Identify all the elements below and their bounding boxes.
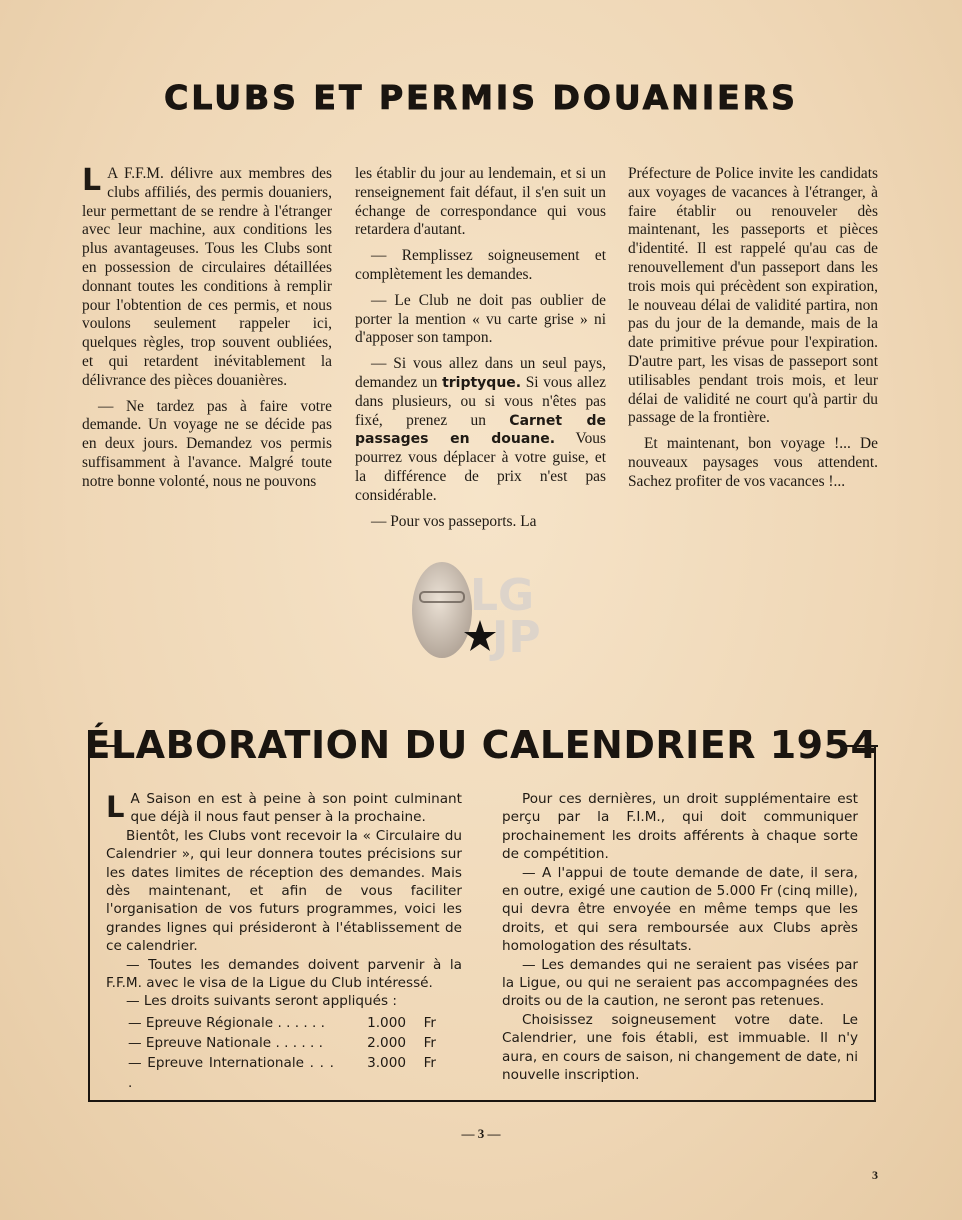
text-run: Vous pourrez vous déplacer à votre guise, et la différence de prix n'est pas considérable.	[355, 430, 606, 504]
article1-column-1	[82, 165, 332, 499]
paragraph: Et maintenant, bon voyage !... De nouveaux paysages vous attendent. Sachez profiter de vos vacances !...	[628, 435, 878, 490]
paragraph: — Les droits suivants seront appliqués :	[126, 993, 398, 1010]
text-run: Si vous allez dans plusieurs, ou si vous n'êtes pas fixé, prenez un	[355, 373, 606, 429]
fee-label: — Epreuve Nationale . . . . . .	[128, 1034, 323, 1051]
paragraph: — Pour vos passeports. La	[371, 512, 537, 530]
dropcap: L	[82, 163, 102, 198]
paragraph: Bientôt, les Clubs vont recevoir la « Circulaire du Calendrier », qui leur donnera toutes précisions sur les dates limites de réception des demandes. Mais dès maintenant, et afin de vous faciliter l'organisation de vos futurs programmes, voici les grandes lignes qui présideront à l'établissement de ce calendrier.	[106, 827, 462, 955]
paragraph: — A l'appui de toute demande de date, il sera, en outre, exigé une caution de 5.000 Fr (cinq mille), qui devra être envoyée en même temps que les droits, et qui sera remboursée aux Clubs après homologation des résultats.	[502, 864, 858, 955]
fee-currency: Fr	[423, 1014, 436, 1031]
fee-amount: 3.000	[367, 1054, 406, 1071]
fee-label: — Epreuve Régionale . . . . . .	[128, 1014, 325, 1031]
paragraph	[355, 355, 606, 505]
article-title-calendrier: ÉLABORATION DU CALENDRIER 1954	[84, 723, 878, 767]
paragraph: Pour ces dernières, un droit supplémentaire est perçu par la F.I.M., qui doit communiquer prochainement les droits afférents à chaque sorte de compétition.	[502, 791, 858, 863]
dropcap: L	[106, 790, 125, 824]
paragraph: Choisissez soigneusement votre date. Le Calendrier, une fois établi, est immuable. Il n'y aura, en cours de saison, ni changement de date, ni nouvelle inscription.	[502, 1011, 858, 1084]
article-title-clubs: CLUBS ET PERMIS DOUANIERS	[164, 78, 798, 117]
paragraph: Préfecture de Police invite les candidats aux voyages de vacances à l'étranger, à faire établir ou renouveler dès maintenant, les passeports et pièces d'identité. Il est rappelé qu'au cas de renouvellement d'un passeport dans les trois mois qui précèdent son expiration, le nouveau délai de validité partira, non pas du jour de la demande, mais de la date primitive prévue pour l'expiration. D'autre part, les visas de passeport sont utilisables pendant trois mois, et leur délai de validité ne court qu'à partir du passage de la frontière.	[628, 165, 878, 427]
bold-term-carnet: Carnet de passages en douane.	[355, 412, 606, 448]
fee-amount: 1.000	[367, 1014, 406, 1031]
paragraph: — Les demandes qui ne seraient pas visées par la Ligue, ou qui ne seraient pas accompagnées des droits ou de la caution, ne seront pas retenues.	[502, 956, 858, 1010]
paragraph: les établir du jour au lendemain, et si un renseignement fait défaut, il s'en suit un échange de correspondance qui vous retardera d'autant.	[355, 165, 606, 239]
watermark-text-bottom: JP	[492, 612, 541, 663]
paragraph: — Le Club ne doit pas oublier de porter la mention « vu carte grise » ni d'apposer son tampon.	[355, 291, 606, 347]
fee-amount: 2.000	[367, 1034, 406, 1051]
bold-term-triptyque: triptyque.	[442, 374, 522, 391]
paragraph: — Ne tardez pas à faire votre demande. Un voyage ne se décide pas en deux jours. Demandez vos permis suffisamment à l'avance. Malgré toute notre bonne volonté, nous ne pouvons	[82, 397, 332, 490]
article2-column-2	[502, 790, 858, 1085]
watermark-logo	[408, 558, 558, 668]
portrait-face	[412, 562, 472, 658]
article2-column-1	[106, 790, 462, 1093]
fee-label: — Epreuve Internationale . . . .	[128, 1054, 334, 1091]
fee-row	[128, 1013, 462, 1033]
paragraph: — Toutes les demandes doivent parvenir à la F.F.M. avec le visa de la Ligue du Club intéressé.	[106, 956, 462, 992]
article1-column-2	[355, 165, 606, 538]
fee-list	[128, 1013, 462, 1093]
fee-currency: Fr	[423, 1054, 436, 1071]
text-run: — Si vous allez dans un seul pays, demandez un	[355, 355, 606, 391]
paragraph: A F.F.M. délivre aux membres des clubs affiliés, des permis douaniers, leur permettant de se rendre à l'étranger avec leur machine, aux conditions les plus avantageuses. Tous les Clubs sont en possession de circulaires détaillées donnant toutes les conditions à remplir pour l'obtention de ces permis, et nous voulons seulement rappeler ici, quelques règles, trop souvent oubliées, et qui retardent inévitablement la délivrance des pièces douanières.	[82, 165, 332, 389]
fee-row	[128, 1053, 462, 1093]
watermark-text-top: LG	[470, 570, 535, 621]
fee-currency: Fr	[423, 1034, 436, 1051]
fee-row	[128, 1033, 462, 1053]
corner-page-number: 3	[872, 1168, 878, 1182]
footer-page-number: — 3 —	[461, 1126, 501, 1141]
paragraph: — Remplissez soigneusement et complètement les demandes.	[355, 247, 606, 283]
paragraph: A Saison en est à peine à son point culminant que déjà il nous faut penser à la prochaine.	[130, 791, 462, 826]
article1-column-3	[628, 165, 878, 499]
